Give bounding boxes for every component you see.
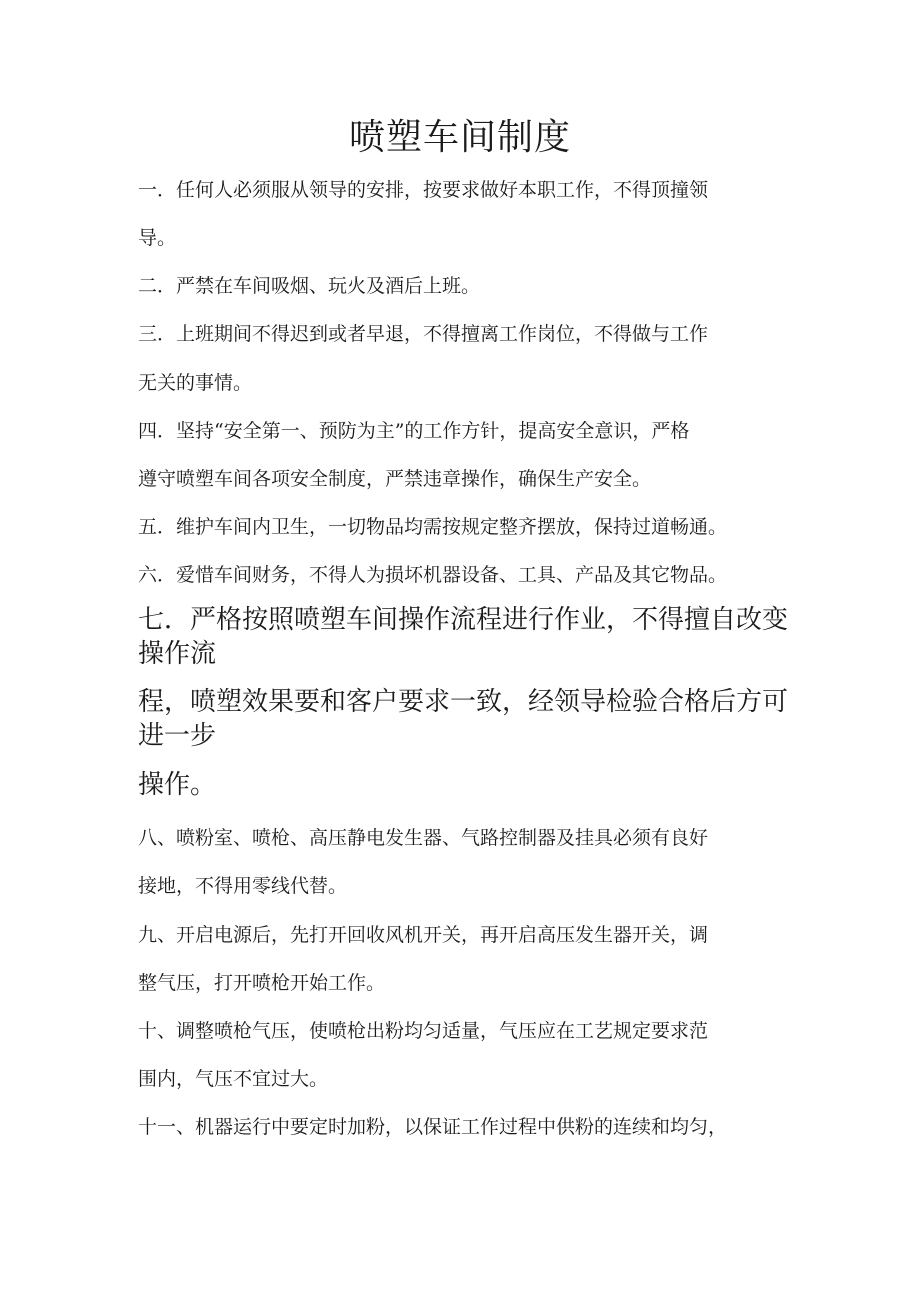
rule-7-line-1: 七．严格按照喷塑车间操作流程进行作业，不得擅自改变: [138, 605, 789, 635]
rule-6-line-1: 六．爱惜车间财务，不得人为损坏机器设备、工具、产品及其它物品。: [138, 564, 728, 586]
rule-7-line-5: 操作。: [138, 770, 217, 800]
rule-8-line-2: 接地，不得用零线代替。: [138, 875, 348, 897]
rule-11-line-1: 十一、机器运行中要定时加粉，以保证工作过程中供粉的连续和均匀，: [138, 1116, 728, 1138]
rule-4-line-1: 四．坚持“安全第一、预防为主”的工作方针，提高安全意识，严格: [138, 420, 690, 442]
rule-9-line-2: 整气压，打开喷枪开始工作。: [138, 972, 386, 994]
rule-4-line-2: 遵守喷塑车间各项安全制度，严禁违章操作，确保生产安全。: [138, 468, 652, 490]
rule-1-line-1: 一．任何人必须服从领导的安排，按要求做好本职工作，不得顶撞领: [138, 179, 709, 201]
rule-3-line-2: 无关的事情。: [138, 372, 253, 394]
rule-7-line-2: 操作流: [138, 639, 217, 669]
rule-8-line-1: 八、喷粉室、喷枪、高压静电发生器、气路控制器及挂具必须有良好: [138, 827, 709, 849]
document-title: 喷塑车间制度: [348, 117, 571, 158]
rule-5-line-1: 五．维护车间内卫生，一切物品均需按规定整齐摆放，保持过道畅通。: [138, 516, 728, 538]
rule-2-line-1: 二．严禁在车间吸烟、玩火及酒后上班。: [138, 275, 481, 297]
rule-10-line-1: 十、调整喷枪气压，使喷枪出粉均匀适量，气压应在工艺规定要求范: [138, 1020, 709, 1042]
rule-3-line-1: 三．上班期间不得迟到或者早退，不得擅离工作岗位，不得做与工作: [138, 323, 709, 345]
rule-7-line-3: 程，喷塑效果要和客户要求一致，经领导检验合格后方可: [138, 687, 789, 717]
rule-10-line-2: 围内，气压不宜过大。: [138, 1068, 329, 1090]
rule-7-line-4: 进一步: [138, 721, 217, 751]
rule-1-line-2: 导。: [138, 227, 177, 249]
rule-9-line-1: 九、开启电源后，先打开回收风机开关，再开启高压发生器开关，调: [138, 924, 709, 946]
